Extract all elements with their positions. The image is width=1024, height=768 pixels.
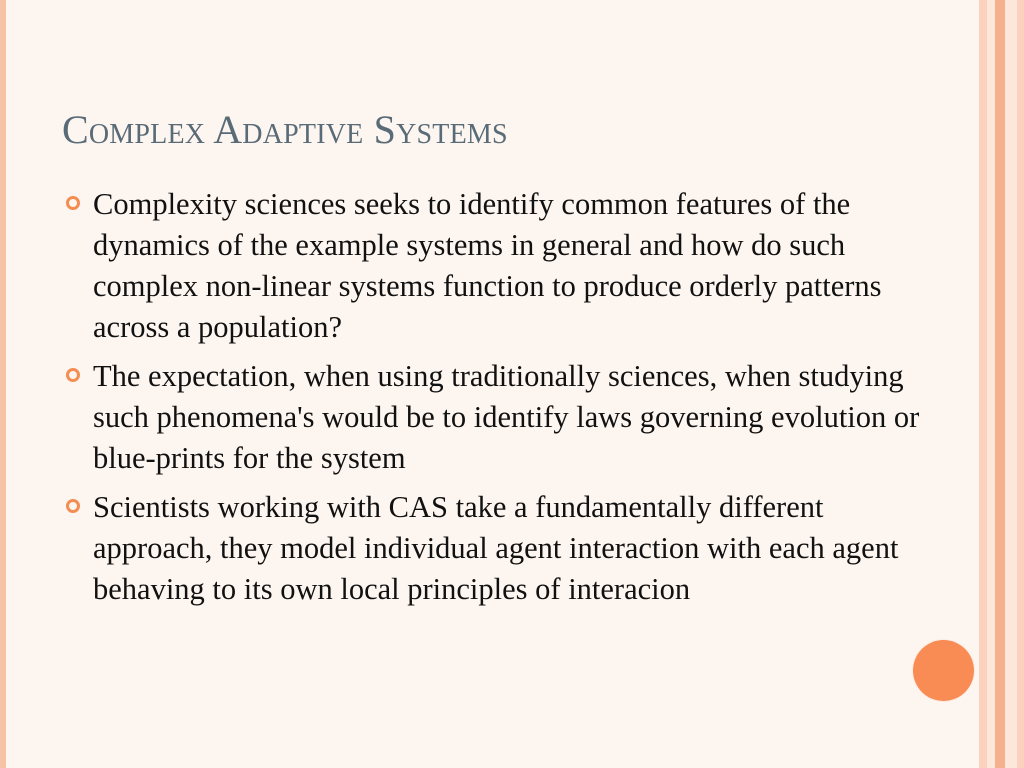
circle-bullet-icon — [66, 499, 80, 513]
right-stripe — [979, 0, 987, 768]
bullet-text: Scientists working with CAS take a fundamentally different approach, they model individual agent interaction with each agent behaving to its own local principles of interacion — [93, 490, 899, 606]
bullet-item-1 — [60, 184, 950, 348]
bullet-list — [60, 184, 950, 618]
bullet-text: The expectation, when using traditionally sciences, when studying such phenomena's would be to identify laws governing evolution or blue-prints for the system — [93, 359, 920, 475]
orange-circle — [913, 640, 974, 701]
right-stripe — [1017, 0, 1024, 768]
right-stripe — [1005, 0, 1017, 768]
slide-title: Complex Adaptive Systems — [62, 107, 508, 152]
circle-bullet-icon — [66, 368, 80, 382]
left-border-bar — [0, 0, 6, 768]
right-border-stripes — [978, 0, 1024, 768]
bullet-item-3 — [60, 487, 950, 610]
bullet-item-2 — [60, 356, 950, 479]
right-stripe — [995, 0, 1005, 768]
bullet-text: Complexity sciences seeks to identify common features of the dynamics of the example systems in general and how do such complex non-linear systems function to produce orderly patterns across a population? — [93, 187, 882, 344]
right-stripe — [987, 0, 995, 768]
circle-bullet-icon — [66, 196, 80, 210]
